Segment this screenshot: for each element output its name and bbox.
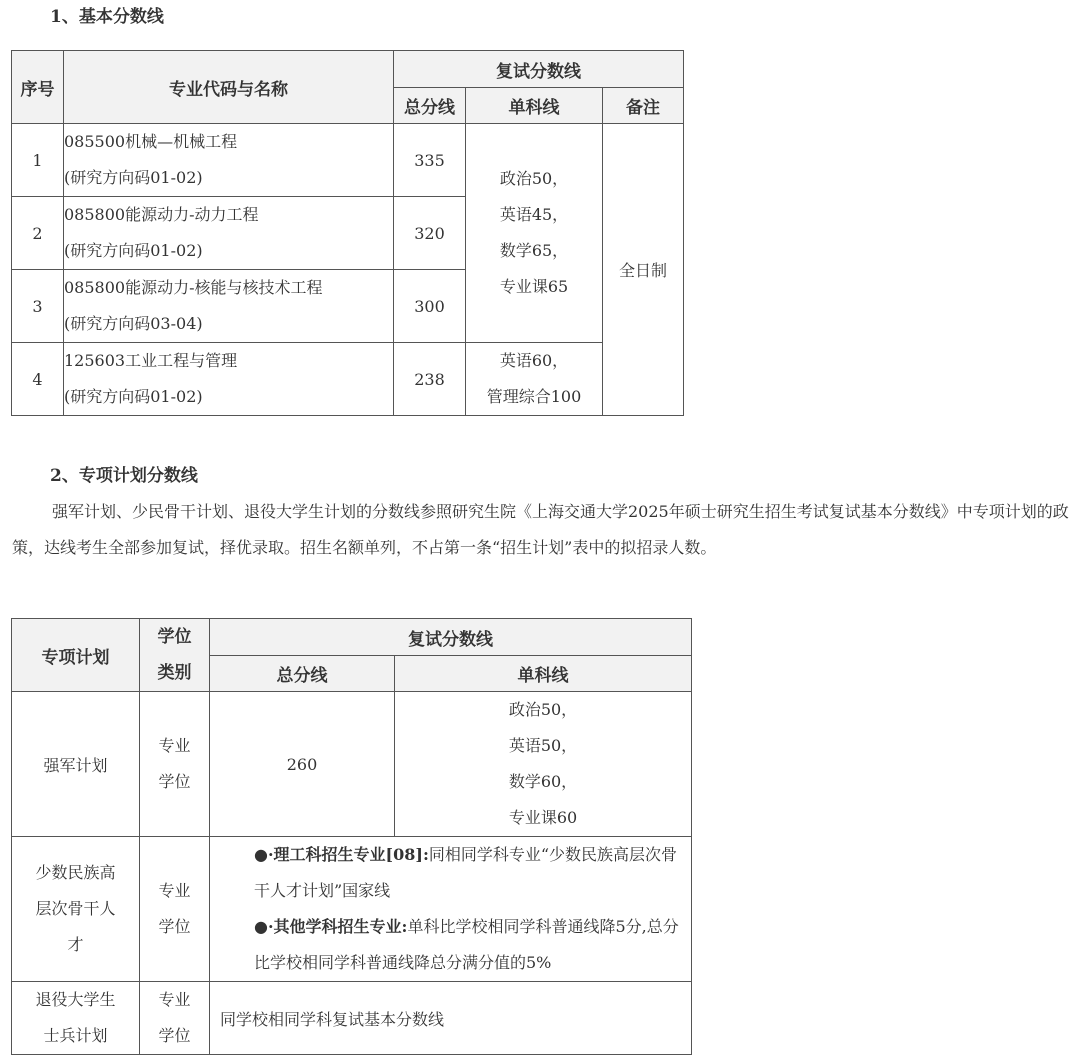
plan-cell [12, 982, 140, 1055]
major-cell [64, 197, 394, 270]
degree-line: 专业 [158, 881, 191, 900]
total-cell: 238 [394, 343, 466, 416]
header-note: 备注 [603, 88, 684, 124]
single-line-item: 英语45， [499, 205, 569, 224]
total-cell: 260 [210, 692, 395, 837]
single-line-cell [395, 692, 692, 837]
major-name: 085800能源动力-核能与核技术工程 [64, 278, 323, 297]
table-row [12, 692, 692, 837]
single-line-item: 政治50， [499, 169, 569, 188]
major-cell [64, 343, 394, 416]
policy-item [254, 837, 685, 909]
special-plan-table [11, 618, 692, 1055]
header-seq: 序号 [12, 51, 64, 124]
table-row [12, 343, 684, 416]
total-cell: 320 [394, 197, 466, 270]
seq-cell: 1 [12, 124, 64, 197]
degree-line: 学位 [158, 917, 191, 936]
degree-cell [140, 692, 210, 837]
major-cell [64, 124, 394, 197]
plan-cell: 强军计划 [12, 692, 140, 837]
policy-label: ●·其他学科招生专业: [254, 917, 408, 936]
degree-cell [140, 982, 210, 1055]
seq-cell: 4 [12, 343, 64, 416]
single-line-item: 专业课65 [499, 277, 569, 296]
plan-cell [12, 837, 140, 982]
single-line-item: 英语60， [499, 351, 569, 370]
major-cell [64, 270, 394, 343]
degree-line: 学位 [158, 1026, 191, 1045]
plan-line: 少数民族高 [35, 863, 116, 882]
header-single: 单科线 [395, 656, 692, 692]
header-total: 总分线 [210, 656, 395, 692]
seq-cell: 2 [12, 197, 64, 270]
policy-cell: 同学校相同学科复试基本分数线 [210, 982, 692, 1055]
research-direction: (研究方向码01-02) [64, 168, 203, 187]
header-degree-line: 学位 [157, 627, 192, 647]
header-single: 单科线 [466, 88, 603, 124]
total-cell: 335 [394, 124, 466, 197]
header-degree [140, 619, 210, 692]
table-row [12, 982, 692, 1055]
total-cell: 300 [394, 270, 466, 343]
table-row [12, 124, 684, 197]
single-line-cell [466, 343, 603, 416]
single-line-item: 数学60， [508, 772, 578, 791]
plan-line: 层次骨干人 [35, 899, 116, 918]
major-name: 085800能源动力-动力工程 [64, 205, 259, 224]
policy-text: 同相同学科专业“少数民族高层次骨干人才计划”国家线 [254, 845, 678, 900]
degree-line: 专业 [158, 736, 191, 755]
policy-label: ●·理工科招生专业[08]: [254, 845, 429, 864]
single-line-item: 数学65， [499, 241, 569, 260]
policy-cell [210, 837, 692, 982]
header-major: 专业代码与名称 [64, 51, 394, 124]
policy-text: 单科比学校相同学科普通线降5分,总分比学校相同学科普通线降总分满分值的5% [254, 917, 679, 972]
degree-cell [140, 837, 210, 982]
policy-item [254, 909, 685, 981]
seq-cell: 3 [12, 270, 64, 343]
header-plan: 专项计划 [12, 619, 140, 692]
degree-line: 学位 [158, 772, 191, 791]
research-direction: (研究方向码01-02) [64, 241, 203, 260]
table-row [12, 837, 692, 982]
header-degree-line: 类别 [157, 663, 192, 683]
header-retest: 复试分数线 [394, 51, 684, 88]
research-direction: (研究方向码03-04) [64, 314, 203, 333]
major-name: 125603工业工程与管理 [64, 351, 238, 370]
header-retest: 复试分数线 [210, 619, 692, 656]
special-plan-paragraph: 强军计划、少民骨干计划、退役大学生计划的分数线参照研究生院《上海交通大学2025年硕士研究生招生考试复试基本分数线》中专项计划的政策，达线考生全部参加复试，择优录取。招生名额单列，不占第一条“招生计划”表中的拟招录人数。 [12, 502, 1069, 557]
major-name: 085500机械—机械工程 [64, 132, 238, 151]
basic-score-table [11, 50, 684, 416]
header-total: 总分线 [394, 88, 466, 124]
section1-heading: 1、基本分数线 [50, 7, 164, 27]
single-line-item: 英语50， [508, 736, 578, 755]
note-cell: 全日制 [603, 124, 684, 416]
single-line-cell [466, 124, 603, 343]
plan-line: 士兵计划 [43, 1026, 108, 1045]
single-line-item: 专业课60 [508, 808, 578, 827]
research-direction: (研究方向码01-02) [64, 387, 203, 406]
plan-line: 退役大学生 [35, 990, 116, 1009]
plan-line: 才 [67, 935, 84, 954]
single-line-item: 管理综合100 [486, 387, 582, 406]
degree-line: 专业 [158, 990, 191, 1009]
section2-heading: 2、专项计划分数线 [50, 466, 198, 486]
single-line-item: 政治50， [508, 700, 578, 719]
